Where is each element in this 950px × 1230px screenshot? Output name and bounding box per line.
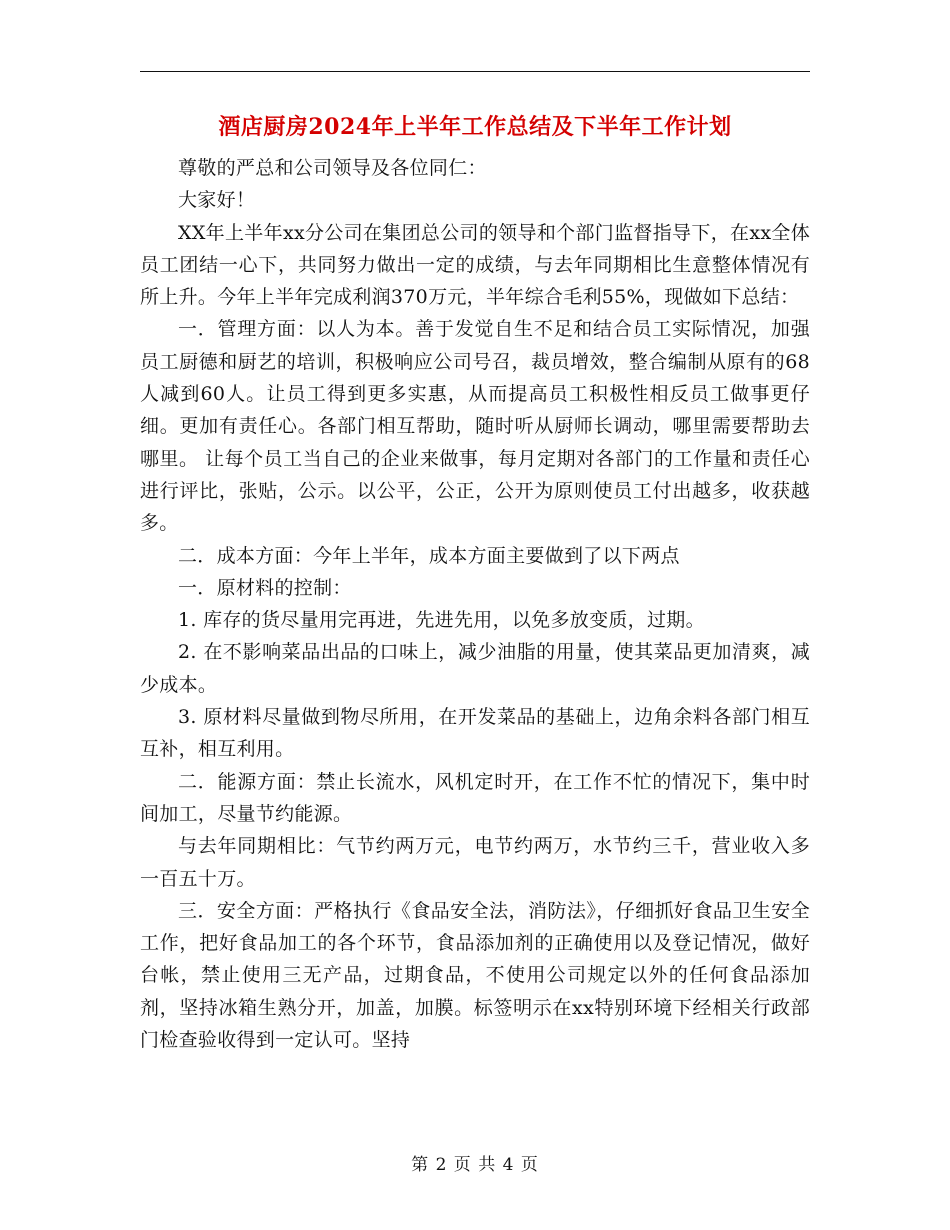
- page-number-footer: 第 2 页 共 4 页: [411, 1155, 539, 1175]
- greeting-paragraph: 大家好！: [178, 189, 256, 212]
- document-body: [140, 152, 810, 1056]
- header-rule: [140, 71, 810, 72]
- list-item-3: 3. 原材料尽量做到物尽所用，在开发菜品的基础上，边角余料各部门相互互补，相互利用。: [140, 706, 810, 761]
- management-paragraph: 一．管理方面：以人为本。善于发觉自生不足和结合员工实际情况，加强员工厨德和厨艺的培训，积极响应公司号召，裁员增效，整合编制从原有的68人减到60人。让员工得到更多实惠，从而提高员工积极性相反员工做事更仔细。更加有责任心。各部门相互帮助，随时听从厨师长调动，哪里需要帮助去哪里。 让每个员工当自己的企业来做事，每月定期对各部门的工作量和责任心进行评比，张贴，公示。以公平，公正，公开为原则使员工付出越多，收获越多。: [140, 318, 810, 535]
- comparison-paragraph: 与去年同期相比：气节约两万元，电节约两万，水节约三千，营业收入多一百五十万。: [140, 835, 810, 890]
- safety-paragraph: 三．安全方面：严格执行《食品安全法，消防法》，仔细抓好食品卫生安全工作，把好食品加工的各个环节，食品添加剂的正确使用以及登记情况，做好台帐，禁止使用三无产品，过期食品，不使用公司规定以外的任何食品添加剂，坚持冰箱生熟分开，加盖，加膜。标签明示在xx特别环境下经相关行政部门检查验收得到一定认可。坚持: [140, 899, 810, 1052]
- list-item-1: 1. 库存的货尽量用完再进，先进先用，以免多放变质，过期。: [178, 609, 705, 632]
- summary-paragraph: XX年上半年xx分公司在集团总公司的领导和个部门监督指导下，在xx全体员工团结一心下，共同努力做出一定的成绩，与去年同期相比生意整体情况有所上升。今年上半年完成利润370万元，半年综合毛利55%，现做如下总结：: [140, 221, 810, 309]
- document-title: 酒店厨房2024年上半年工作总结及下半年工作计划: [218, 114, 732, 140]
- salutation-paragraph: 尊敬的严总和公司领导及各位同仁：: [178, 157, 487, 179]
- cost-heading-paragraph: 二．成本方面：今年上半年，成本方面主要做到了以下两点: [178, 544, 680, 567]
- raw-material-heading: 一．原材料的控制：: [178, 576, 352, 599]
- energy-paragraph: 二．能源方面：禁止长流水，风机定时开，在工作不忙的情况下，集中时间加工，尽量节约能源。: [140, 770, 810, 825]
- list-item-2: 2. 在不影响菜品出品的口味上，减少油脂的用量，使其菜品更加清爽，减少成本。: [140, 641, 810, 696]
